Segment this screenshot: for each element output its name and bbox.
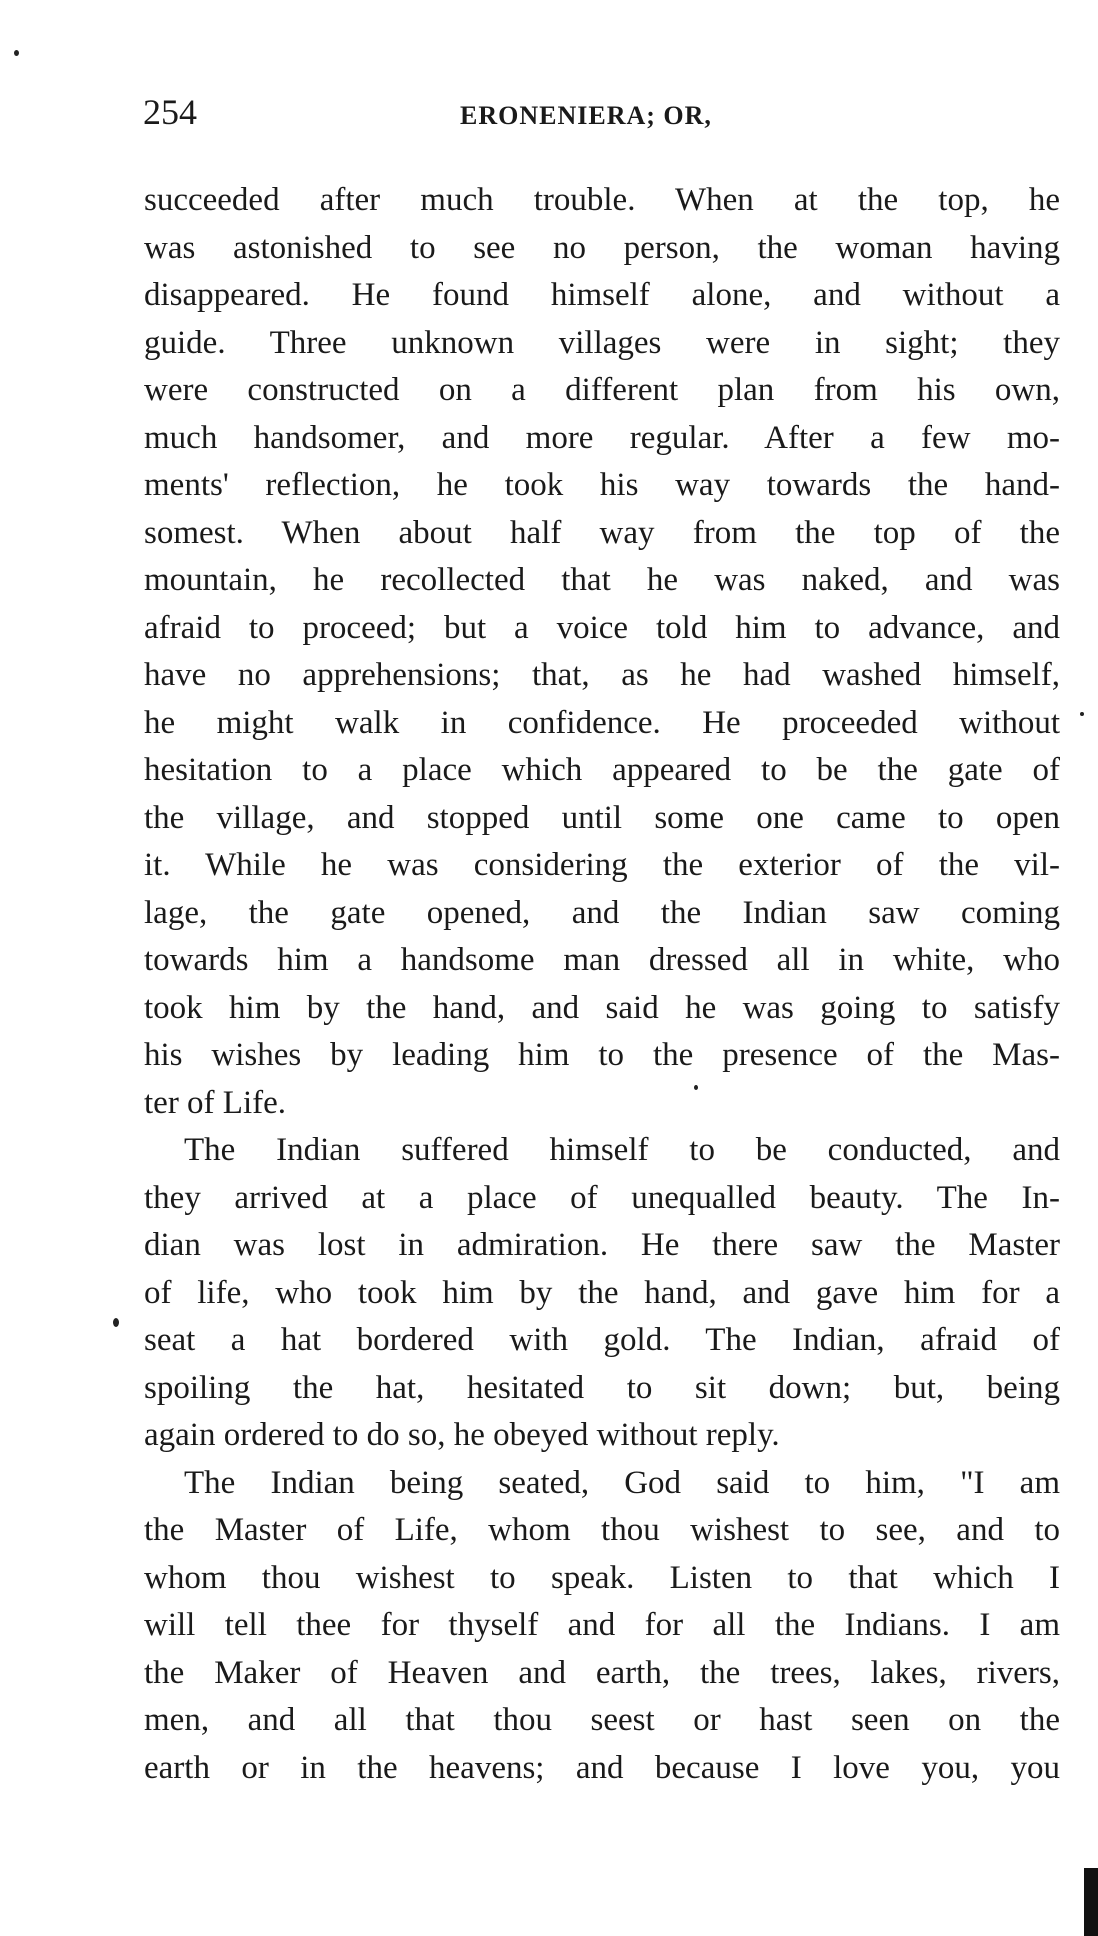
scan-speck	[694, 1085, 698, 1090]
scan-speck	[1080, 712, 1084, 716]
text-line: the Master of Life, whom thou wishest to see, and to	[144, 1512, 1060, 1548]
scan-speck	[113, 1318, 119, 1327]
text-line: again ordered to do so, he obeyed without reply.	[144, 1417, 780, 1453]
paragraph	[144, 1127, 1060, 1460]
page-number: 254	[143, 92, 197, 132]
body-text	[144, 177, 1060, 1792]
text-line: were constructed on a different plan from his own,	[144, 372, 1060, 408]
text-line: they arrived at a place of unequalled beauty. The In-	[144, 1179, 1060, 1216]
text-line: ments' reflection, he took his way towards the hand-	[144, 467, 1060, 503]
text-line: took him by the hand, and said he was going to satisfy	[144, 989, 1060, 1026]
text-line: of life, who took him by the hand, and gave him for a	[144, 1274, 1060, 1311]
text-line: disappeared. He found himself alone, and without a	[144, 277, 1060, 313]
paragraph	[144, 1460, 1060, 1793]
text-line: seat a hat bordered with gold. The Indian, afraid of	[144, 1322, 1060, 1358]
text-line: guide. Three unknown villages were in sight; they	[144, 324, 1060, 361]
text-line: spoiling the hat, hesitated to sit down; but, being	[144, 1369, 1060, 1406]
page-header	[143, 92, 1063, 140]
running-head: ERONENIERA; OR,	[460, 101, 712, 130]
paragraph	[144, 177, 1060, 1127]
text-line: afraid to proceed; but a voice told him to advance, and	[144, 609, 1060, 646]
text-line: The Indian being seated, God said to him, "I am	[184, 1464, 1060, 1501]
text-line: was astonished to see no person, the woman having	[144, 229, 1060, 266]
text-line: The Indian suffered himself to be conducted, and	[184, 1132, 1060, 1168]
text-line: have no apprehensions; that, as he had washed himself,	[144, 657, 1060, 693]
text-line: his wishes by leading him to the presence of the Mas-	[144, 1037, 1060, 1073]
text-line: lage, the gate opened, and the Indian saw coming	[144, 894, 1060, 931]
text-line: succeeded after much trouble. When at the top, he	[144, 182, 1060, 218]
text-line: the Maker of Heaven and earth, the trees, lakes, rivers,	[144, 1654, 1060, 1691]
text-line: somest. When about half way from the top of the	[144, 514, 1060, 551]
text-line: hesitation to a place which appeared to be the gate of	[144, 752, 1060, 788]
text-line: whom thou wishest to speak. Listen to that which I	[144, 1559, 1060, 1596]
page-edge-mark	[1084, 1868, 1098, 1936]
text-line: earth or in the heavens; and because I love you, you	[144, 1749, 1060, 1786]
text-line: dian was lost in admiration. He there saw the Master	[144, 1227, 1060, 1263]
text-line: it. While he was considering the exterior of the vil-	[144, 847, 1060, 883]
text-line: men, and all that thou seest or hast seen on the	[144, 1702, 1060, 1738]
text-line: the village, and stopped until some one came to open	[144, 799, 1060, 836]
text-line: mountain, he recollected that he was naked, and was	[144, 562, 1060, 598]
text-line: will tell thee for thyself and for all the Indians. I am	[144, 1607, 1060, 1643]
text-line: ter of Life.	[144, 1084, 287, 1121]
scan-speck	[14, 50, 19, 56]
text-line: towards him a handsome man dressed all in white, who	[144, 942, 1060, 978]
text-line: much handsomer, and more regular. After a few mo-	[144, 419, 1060, 456]
text-line: he might walk in confidence. He proceeded without	[144, 704, 1060, 741]
